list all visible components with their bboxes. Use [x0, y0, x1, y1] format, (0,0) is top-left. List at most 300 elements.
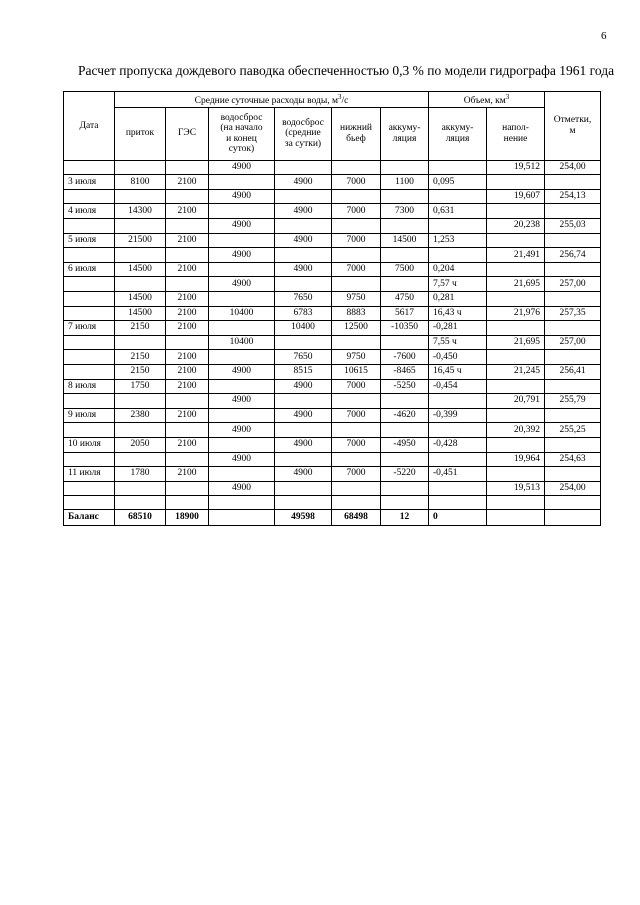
cell-accumulation-flow: 14500: [381, 233, 429, 248]
cell-spill-average: 4900: [275, 204, 332, 219]
cell-accumulation-flow: [381, 277, 429, 292]
cell-filling: [487, 262, 545, 277]
table-row: [64, 306, 601, 321]
cell-spill-average: [275, 219, 332, 234]
cell-empty: [209, 496, 275, 510]
cell-date: 8 июля: [64, 379, 115, 394]
cell-empty: [487, 496, 545, 510]
cell-spill-start-end: [209, 175, 275, 190]
cell-accumulation-volume: 0,204: [429, 262, 487, 277]
cell-accumulation-volume: [429, 481, 487, 496]
cell-accumulation-volume: 1,253: [429, 233, 487, 248]
cell-date: [64, 481, 115, 496]
cell-date: Баланс: [64, 510, 115, 526]
header-line: аккуму-: [388, 123, 421, 134]
cell-spill-start-end: 4900: [209, 423, 275, 438]
cell-accumulation-volume: 7,55 ч: [429, 335, 487, 350]
cell-tailwater: [332, 423, 381, 438]
cell-inflow: 2050: [115, 437, 166, 452]
cell-spill-average: 8515: [275, 364, 332, 379]
cell-date: [64, 452, 115, 467]
cell-inflow: [115, 189, 166, 204]
cell-date: [64, 248, 115, 263]
header-line: аккуму-: [441, 123, 474, 134]
cell-accumulation-flow: -4620: [381, 408, 429, 423]
cell-inflow: 14300: [115, 204, 166, 219]
cell-filling: [487, 204, 545, 219]
cell-ges: [166, 219, 209, 234]
cell-mark: [545, 510, 601, 526]
cell-tailwater: 8883: [332, 306, 381, 321]
table-row: [64, 452, 601, 467]
cell-spill-average: 4900: [275, 467, 332, 482]
header-line: нение: [503, 133, 528, 144]
cell-ges: [166, 481, 209, 496]
cell-spill-average: 4900: [275, 379, 332, 394]
cell-spill-start-end: [209, 204, 275, 219]
cell-accumulation-flow: -7600: [381, 350, 429, 365]
cell-accumulation-volume: [429, 394, 487, 409]
cell-accumulation-volume: [429, 189, 487, 204]
cell-mark: 254,00: [545, 160, 601, 175]
cell-filling: [487, 467, 545, 482]
cell-ges: [166, 277, 209, 292]
cell-spill-average: 4900: [275, 233, 332, 248]
cell-accumulation-volume: 0,631: [429, 204, 487, 219]
cell-mark: 254,13: [545, 189, 601, 204]
cell-spill-average: 4900: [275, 175, 332, 190]
cell-inflow: [115, 423, 166, 438]
cell-date: 9 июля: [64, 408, 115, 423]
cell-ges: 2100: [166, 364, 209, 379]
header-spill-average: [275, 107, 332, 160]
cell-empty: [115, 496, 166, 510]
cell-inflow: [115, 452, 166, 467]
cell-accumulation-volume: -0,281: [429, 321, 487, 336]
cell-accumulation-volume: -0,399: [429, 408, 487, 423]
cell-accumulation-volume: 16,43 ч: [429, 306, 487, 321]
cell-date: 6 июля: [64, 262, 115, 277]
header-line: водосброс: [220, 112, 263, 123]
cell-spill-start-end: 10400: [209, 335, 275, 350]
cell-accumulation-volume: -0,450: [429, 350, 487, 365]
cell-mark: [545, 350, 601, 365]
cell-spill-average: [275, 335, 332, 350]
cell-tailwater: 68498: [332, 510, 381, 526]
cell-tailwater: [332, 277, 381, 292]
cell-accumulation-flow: [381, 394, 429, 409]
cell-tailwater: [332, 452, 381, 467]
header-line: нижний: [340, 123, 372, 134]
cell-inflow: 14500: [115, 292, 166, 307]
cell-mark: [545, 321, 601, 336]
cell-empty: [64, 496, 115, 510]
cell-tailwater: [332, 248, 381, 263]
table-row: [64, 467, 601, 482]
cell-accumulation-volume: 16,45 ч: [429, 364, 487, 379]
cell-accumulation-flow: -5220: [381, 467, 429, 482]
cell-accumulation-flow: 7500: [381, 262, 429, 277]
table-row: [64, 219, 601, 234]
cell-accumulation-flow: 1100: [381, 175, 429, 190]
balance-row: [64, 510, 601, 526]
cell-spill-start-end: [209, 437, 275, 452]
cell-ges: [166, 452, 209, 467]
cell-accumulation-flow: -4950: [381, 437, 429, 452]
cell-ges: 2100: [166, 408, 209, 423]
table-row: [64, 350, 601, 365]
cell-spill-average: 6783: [275, 306, 332, 321]
table-row: [64, 262, 601, 277]
header-line: напол-: [502, 123, 529, 134]
table-row: [64, 394, 601, 409]
flood-calculation-table: [63, 91, 601, 526]
cell-spill-average: [275, 248, 332, 263]
cell-filling: [487, 379, 545, 394]
header-line: за сутки): [284, 138, 322, 149]
header-group-volume: Объем, $км^3$: [429, 92, 545, 108]
cell-date: [64, 189, 115, 204]
cell-spill-average: [275, 189, 332, 204]
cell-ges: 2100: [166, 262, 209, 277]
cell-ges: 2100: [166, 437, 209, 452]
header-accumulation-flow: [381, 107, 429, 160]
cell-spill-start-end: 4900: [209, 219, 275, 234]
cell-inflow: 1780: [115, 467, 166, 482]
cell-ges: 2100: [166, 379, 209, 394]
cell-filling: 21,695: [487, 335, 545, 350]
cell-filling: [487, 233, 545, 248]
cell-accumulation-flow: [381, 481, 429, 496]
cell-filling: 21,491: [487, 248, 545, 263]
cell-filling: [487, 175, 545, 190]
table-row: [64, 408, 601, 423]
cell-spill-start-end: [209, 467, 275, 482]
cell-empty: [381, 496, 429, 510]
cell-spill-average: 7650: [275, 292, 332, 307]
cell-spill-average: [275, 394, 332, 409]
cell-spill-start-end: 4900: [209, 452, 275, 467]
cell-filling: 20,392: [487, 423, 545, 438]
cell-filling: [487, 350, 545, 365]
table-row: [64, 160, 601, 175]
cell-date: 7 июля: [64, 321, 115, 336]
cell-filling: [487, 321, 545, 336]
cell-filling: 19,512: [487, 160, 545, 175]
cell-mark: [545, 233, 601, 248]
cell-mark: [545, 204, 601, 219]
cell-filling: 21,245: [487, 364, 545, 379]
cell-spill-start-end: 4900: [209, 189, 275, 204]
cell-filling: [487, 408, 545, 423]
cell-date: [64, 292, 115, 307]
header-group-flow: Средние суточные расходы воды, $м^3/с$: [115, 92, 429, 108]
cell-mark: 256,74: [545, 248, 601, 263]
header-marks: [545, 92, 601, 161]
cell-empty: [332, 496, 381, 510]
cell-date: [64, 160, 115, 175]
cell-ges: 18900: [166, 510, 209, 526]
table-body: [64, 160, 601, 526]
cell-spill-start-end: [209, 408, 275, 423]
table-row: [64, 175, 601, 190]
cell-tailwater: 7000: [332, 175, 381, 190]
blank-row: [64, 496, 601, 510]
cell-inflow: 2380: [115, 408, 166, 423]
cell-ges: [166, 335, 209, 350]
cell-accumulation-flow: 12: [381, 510, 429, 526]
cell-spill-start-end: [209, 510, 275, 526]
cell-tailwater: 10615: [332, 364, 381, 379]
table-row: [64, 335, 601, 350]
header-line: водосброс: [282, 117, 324, 128]
cell-inflow: [115, 481, 166, 496]
cell-mark: [545, 437, 601, 452]
cell-accumulation-flow: [381, 452, 429, 467]
cell-empty: [429, 496, 487, 510]
cell-inflow: [115, 248, 166, 263]
cell-date: [64, 306, 115, 321]
cell-spill-start-end: 4900: [209, 481, 275, 496]
header-line: бьеф: [346, 133, 366, 144]
table-row: [64, 189, 601, 204]
cell-date: [64, 219, 115, 234]
cell-spill-start-end: 4900: [209, 277, 275, 292]
cell-accumulation-flow: [381, 248, 429, 263]
header-line: (средние: [285, 128, 321, 139]
header-date: Дата: [64, 92, 115, 161]
table-row: [64, 277, 601, 292]
cell-accumulation-volume: [429, 452, 487, 467]
cell-ges: [166, 189, 209, 204]
cell-inflow: 2150: [115, 364, 166, 379]
cell-mark: 254,63: [545, 452, 601, 467]
cell-inflow: 8100: [115, 175, 166, 190]
cell-tailwater: 12500: [332, 321, 381, 336]
cell-tailwater: [332, 481, 381, 496]
cell-mark: 255,79: [545, 394, 601, 409]
cell-spill-average: 4900: [275, 408, 332, 423]
cell-accumulation-volume: -0,454: [429, 379, 487, 394]
cell-accumulation-volume: [429, 219, 487, 234]
cell-filling: 21,976: [487, 306, 545, 321]
cell-mark: 257,35: [545, 306, 601, 321]
cell-inflow: [115, 160, 166, 175]
cell-accumulation-flow: [381, 160, 429, 175]
cell-ges: 2100: [166, 350, 209, 365]
cell-accumulation-volume: -0,451: [429, 467, 487, 482]
header-filling: [487, 107, 545, 160]
cell-accumulation-volume: 0,095: [429, 175, 487, 190]
cell-date: [64, 364, 115, 379]
header-line: Отметки,: [553, 115, 592, 126]
cell-ges: 2100: [166, 306, 209, 321]
cell-inflow: [115, 394, 166, 409]
cell-inflow: 2150: [115, 350, 166, 365]
cell-accumulation-volume: [429, 248, 487, 263]
table-row: [64, 379, 601, 394]
cell-filling: 21,695: [487, 277, 545, 292]
cell-ges: [166, 394, 209, 409]
cell-inflow: 2150: [115, 321, 166, 336]
cell-tailwater: 9750: [332, 350, 381, 365]
cell-spill-start-end: [209, 233, 275, 248]
cell-spill-average: [275, 277, 332, 292]
cell-filling: 19,964: [487, 452, 545, 467]
header-accumulation-volume: [429, 107, 487, 160]
header-tailwater: [332, 107, 381, 160]
cell-tailwater: [332, 219, 381, 234]
cell-ges: 2100: [166, 321, 209, 336]
cell-accumulation-flow: 5617: [381, 306, 429, 321]
cell-empty: [166, 496, 209, 510]
cell-accumulation-flow: 7300: [381, 204, 429, 219]
cell-tailwater: 7000: [332, 379, 381, 394]
cell-inflow: 14500: [115, 262, 166, 277]
cell-tailwater: [332, 189, 381, 204]
cell-spill-average: 10400: [275, 321, 332, 336]
cell-mark: [545, 262, 601, 277]
cell-spill-average: 4900: [275, 437, 332, 452]
header-line: ляция: [392, 133, 417, 144]
cell-spill-start-end: [209, 350, 275, 365]
cell-filling: 19,607: [487, 189, 545, 204]
cell-spill-average: [275, 452, 332, 467]
cell-accumulation-flow: -5250: [381, 379, 429, 394]
cell-date: [64, 423, 115, 438]
table-row: [64, 364, 601, 379]
cell-spill-average: [275, 160, 332, 175]
cell-accumulation-flow: -8465: [381, 364, 429, 379]
cell-accumulation-flow: -10350: [381, 321, 429, 336]
cell-spill-average: 7650: [275, 350, 332, 365]
header-line: ляция: [445, 133, 470, 144]
cell-filling: 20,238: [487, 219, 545, 234]
document-title: Расчет пропуска дождевого паводка обеспеченностью 0,3 % по модели гидрографа 1961 года: [78, 63, 615, 78]
header-ges: ГЭС: [166, 107, 209, 160]
cell-tailwater: [332, 394, 381, 409]
cell-ges: [166, 248, 209, 263]
cell-ges: 2100: [166, 292, 209, 307]
table-row: [64, 233, 601, 248]
cell-accumulation-flow: [381, 335, 429, 350]
cell-spill-start-end: 4900: [209, 160, 275, 175]
table-row: [64, 204, 601, 219]
cell-spill-start-end: 10400: [209, 306, 275, 321]
cell-inflow: 21500: [115, 233, 166, 248]
cell-tailwater: 7000: [332, 262, 381, 277]
cell-accumulation-flow: [381, 219, 429, 234]
cell-spill-average: 49598: [275, 510, 332, 526]
cell-spill-start-end: 4900: [209, 394, 275, 409]
cell-date: 4 июля: [64, 204, 115, 219]
cell-inflow: 14500: [115, 306, 166, 321]
table-row: [64, 437, 601, 452]
cell-date: [64, 394, 115, 409]
table-row: [64, 248, 601, 263]
cell-date: [64, 335, 115, 350]
cell-ges: 2100: [166, 175, 209, 190]
header-inflow: приток: [115, 107, 166, 160]
cell-empty: [545, 496, 601, 510]
cell-accumulation-volume: 0: [429, 510, 487, 526]
table-row: [64, 321, 601, 336]
cell-mark: [545, 467, 601, 482]
cell-mark: [545, 292, 601, 307]
cell-accumulation-volume: 7,57 ч: [429, 277, 487, 292]
cell-ges: [166, 423, 209, 438]
cell-mark: 254,00: [545, 481, 601, 496]
cell-inflow: [115, 277, 166, 292]
cell-filling: [487, 292, 545, 307]
cell-date: 3 июля: [64, 175, 115, 190]
cell-date: 5 июля: [64, 233, 115, 248]
cell-date: 11 июля: [64, 467, 115, 482]
cell-tailwater: 7000: [332, 467, 381, 482]
cell-accumulation-volume: -0,428: [429, 437, 487, 452]
cell-inflow: [115, 219, 166, 234]
cell-empty: [275, 496, 332, 510]
cell-spill-start-end: 4900: [209, 248, 275, 263]
cell-ges: 2100: [166, 204, 209, 219]
table-row: [64, 481, 601, 496]
table-row: [64, 292, 601, 307]
table-row: [64, 423, 601, 438]
cell-accumulation-flow: [381, 189, 429, 204]
cell-tailwater: 7000: [332, 233, 381, 248]
cell-spill-average: [275, 423, 332, 438]
cell-mark: 257,00: [545, 335, 601, 350]
cell-mark: 256,41: [545, 364, 601, 379]
cell-ges: 2100: [166, 233, 209, 248]
cell-mark: [545, 175, 601, 190]
cell-tailwater: 9750: [332, 292, 381, 307]
cell-accumulation-volume: [429, 160, 487, 175]
cell-mark: 257,00: [545, 277, 601, 292]
cell-spill-average: 4900: [275, 262, 332, 277]
cell-ges: 2100: [166, 467, 209, 482]
cell-filling: 19,513: [487, 481, 545, 496]
cell-spill-start-end: 4900: [209, 364, 275, 379]
cell-inflow: 1750: [115, 379, 166, 394]
cell-spill-start-end: [209, 262, 275, 277]
cell-date: [64, 350, 115, 365]
cell-tailwater: 7000: [332, 204, 381, 219]
cell-ges: [166, 160, 209, 175]
header-line: (на начало: [220, 123, 263, 134]
header-line: м: [569, 125, 576, 136]
cell-filling: [487, 510, 545, 526]
cell-tailwater: [332, 335, 381, 350]
cell-tailwater: 7000: [332, 437, 381, 452]
cell-tailwater: 7000: [332, 408, 381, 423]
cell-inflow: 68510: [115, 510, 166, 526]
header-line: и конец: [226, 133, 257, 144]
cell-date: [64, 277, 115, 292]
cell-spill-start-end: [209, 321, 275, 336]
cell-accumulation-flow: [381, 423, 429, 438]
cell-spill-start-end: [209, 292, 275, 307]
header-line: суток): [228, 144, 255, 155]
cell-mark: [545, 379, 601, 394]
cell-mark: 255,03: [545, 219, 601, 234]
cell-filling: [487, 437, 545, 452]
cell-mark: 255,25: [545, 423, 601, 438]
cell-filling: 20,791: [487, 394, 545, 409]
header-spill-start-end: [209, 107, 275, 160]
cell-spill-average: [275, 481, 332, 496]
page-number: 6: [601, 30, 607, 42]
